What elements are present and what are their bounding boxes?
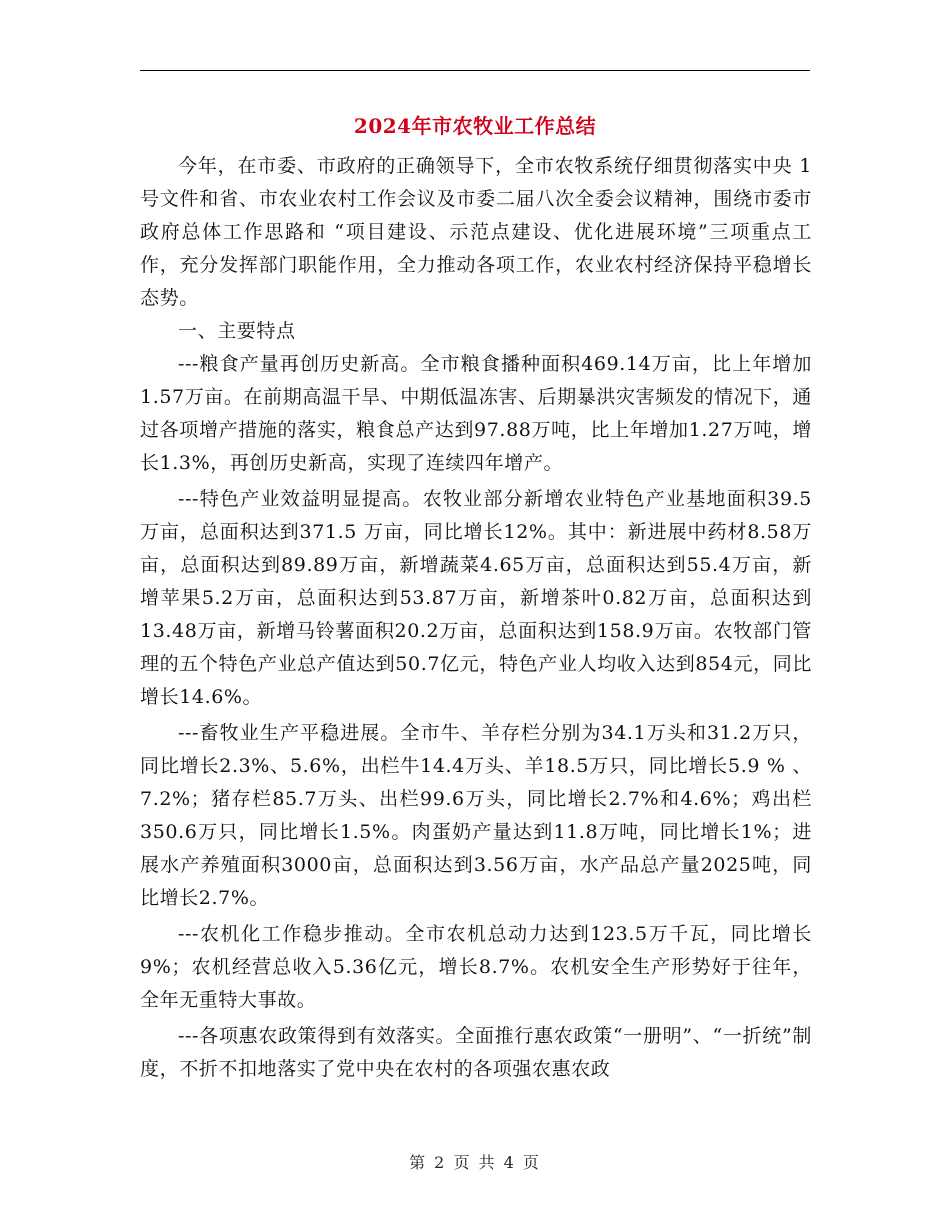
header-rule — [140, 70, 810, 71]
document-title: 2024年市农牧业工作总结 — [353, 114, 597, 138]
paragraph-mechanization: ---农机化工作稳步推动。全市农机总动力达到123.5万千瓦，同比增长9%；农机经营总收入5.36亿元，增长8.7%。农机安全生产形势好于往年，全年无重特大事故。 — [140, 923, 812, 1011]
paragraph-grain-output: ---粮食产量再创历史新高。全市粮食播种面积469.14万亩，比上年增加1.57万亩。在前期高温干旱、中期低温冻害、后期暴洪灾害频发的情况下，通过各项增产措施的落实，粮食总产达到97.88万吨，比上年增加1.27万吨，增长1.3%，再创历史新高，实现了连续四年增产。 — [140, 353, 812, 474]
paragraph-livestock: ---畜牧业生产平稳进展。全市牛、羊存栏分别为34.1万头和31.2万只，同比增长2.3%、5.6%，出栏牛14.4万头、羊18.5万只，同比增长5.9 % 、7.2%；猪存栏85.7万头、出栏99.6万头，同比增长2.7%和4.6%；鸡出栏350.6万只，同比增长1.5%。肉蛋奶产量达到11.8万吨，同比增长1%；进展水产养殖面积3000亩，总面积达到3.56万亩，水产品总产量2025吨，同比增长2.7%。 — [140, 722, 812, 909]
intro-paragraph: 今年，在市委、市政府的正确领导下，全市农牧系统仔细贯彻落实中央 1号文件和省、市农业农村工作会议及市委二届八次全委会议精神，围绕市委市政府总体工作思路和 “项目建设、示范点建设、优化进展环境”三项重点工作，充分发挥部门职能作用，全力推动各项工作，农业农村经济保持平稳增长态势。 — [140, 155, 812, 309]
page-footer: 第 2 页 共 4 页 — [409, 1153, 541, 1172]
paragraph-specialty-industry: ---特色产业效益明显提高。农牧业部分新增农业特色产业基地面积39.5万亩，总面积达到371.5 万亩，同比增长12%。其中：新进展中药材8.58万亩，总面积达到89.89万亩，新增蔬菜4.65万亩，总面积达到55.4万亩，新增苹果5.2万亩，总面积达到53.87万亩，新增茶叶0.82万亩，总面积达到13.48万亩，新增马铃薯面积20.2万亩，总面积达到158.9万亩。农牧部门管理的五个特色产业总产值达到50.7亿元，特色产业人均收入达到854元，同比增长14.6%。 — [140, 488, 812, 708]
document-body — [140, 150, 812, 1086]
section-heading-main-features: 一、主要特点 — [178, 320, 296, 342]
paragraph-policy: ---各项惠农政策得到有效落实。全面推行惠农政策“一册明”、“一折统”制度，不折不扣地落实了党中央在农村的各项强农惠农政 — [140, 1025, 812, 1080]
